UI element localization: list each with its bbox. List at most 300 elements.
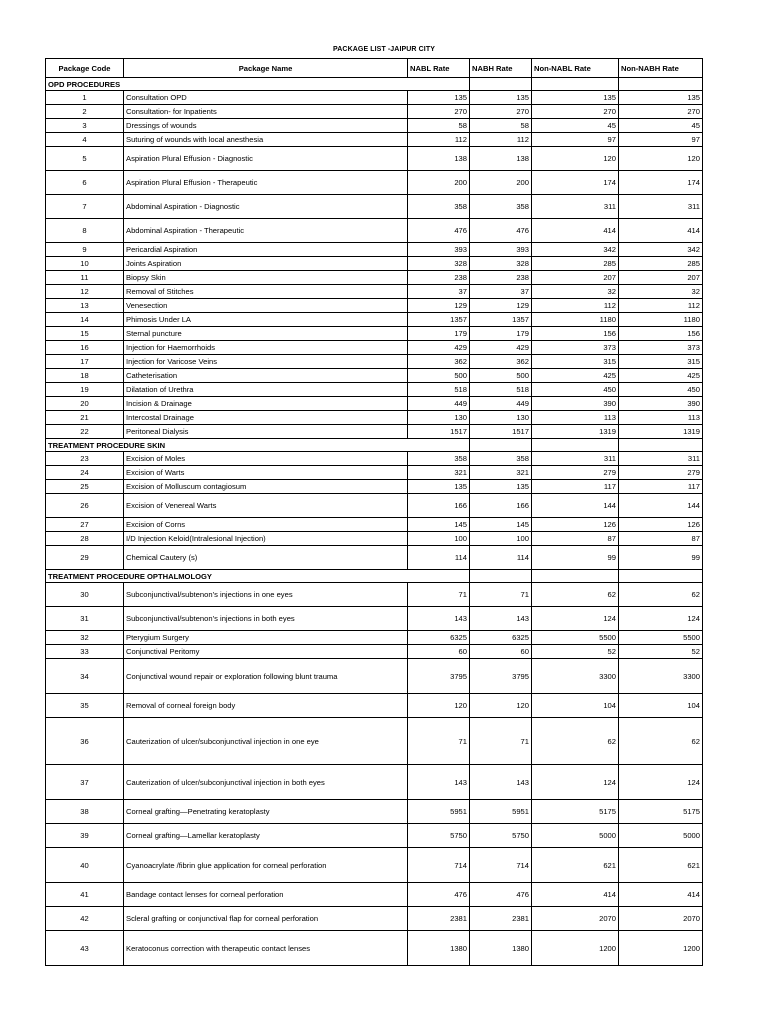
package-code-cell: 38 (46, 800, 124, 824)
nabl-rate-cell: 1517 (408, 425, 470, 439)
non-nabh-rate-cell: 126 (619, 518, 703, 532)
package-name-cell: Corneal grafting—Lamellar keratoplasty (124, 824, 408, 848)
nabl-rate-cell: 270 (408, 105, 470, 119)
nabl-rate-cell: 2381 (408, 907, 470, 931)
nabl-rate-cell: 71 (408, 583, 470, 607)
package-code-cell: 43 (46, 931, 124, 966)
nabh-rate-cell: 145 (470, 518, 532, 532)
package-name-cell: Scleral grafting or conjunctival flap for corneal perforation (124, 907, 408, 931)
nabl-rate-cell: 200 (408, 171, 470, 195)
nabl-rate-cell: 321 (408, 466, 470, 480)
table-row (46, 119, 703, 133)
package-code-cell: 18 (46, 369, 124, 383)
package-name-cell: Aspiration Plural Effusion - Therapeutic (124, 171, 408, 195)
non-nabl-rate-cell: 104 (532, 694, 619, 718)
package-name-cell: Cyanoacrylate /fibrin glue application for corneal perforation (124, 848, 408, 883)
non-nabl-rate-cell: 390 (532, 397, 619, 411)
header-package-name: Package Name (124, 59, 408, 78)
package-code-cell: 42 (46, 907, 124, 931)
table-row (46, 645, 703, 659)
nabl-rate-cell: 358 (408, 452, 470, 466)
package-name-cell: Excision of Warts (124, 466, 408, 480)
nabl-rate-cell: 5951 (408, 800, 470, 824)
nabh-rate-cell: 5951 (470, 800, 532, 824)
package-code-cell: 41 (46, 883, 124, 907)
page-title: PACKAGE LIST -JAIPUR CITY (333, 46, 435, 53)
package-name-cell: Aspiration Plural Effusion - Diagnostic (124, 147, 408, 171)
package-name-cell: Conjunctival wound repair or exploration following blunt trauma (124, 659, 408, 694)
nabh-rate-cell: 71 (470, 583, 532, 607)
nabh-rate-cell: 58 (470, 119, 532, 133)
table-row (46, 171, 703, 195)
non-nabl-rate-cell: 414 (532, 883, 619, 907)
non-nabl-rate-cell: 97 (532, 133, 619, 147)
table-row (46, 147, 703, 171)
non-nabl-rate-cell: 207 (532, 271, 619, 285)
section-empty-cell (408, 78, 470, 91)
package-name-cell: Joints Aspiration (124, 257, 408, 271)
nabh-rate-cell: 2381 (470, 907, 532, 931)
section-empty-cell (470, 570, 532, 583)
non-nabh-rate-cell: 174 (619, 171, 703, 195)
non-nabh-rate-cell: 52 (619, 645, 703, 659)
non-nabl-rate-cell: 124 (532, 607, 619, 631)
section-empty-cell (532, 78, 619, 91)
nabl-rate-cell: 112 (408, 133, 470, 147)
package-code-cell: 1 (46, 91, 124, 105)
non-nabh-rate-cell: 5175 (619, 800, 703, 824)
table-row (46, 355, 703, 369)
package-name-cell: I/D Injection Keloid(Intralesional Injection) (124, 532, 408, 546)
non-nabl-rate-cell: 315 (532, 355, 619, 369)
package-name-cell: Subconjunctival/subtenon’s injections in both eyes (124, 607, 408, 631)
package-code-cell: 31 (46, 607, 124, 631)
non-nabl-rate-cell: 117 (532, 480, 619, 494)
nabl-rate-cell: 358 (408, 195, 470, 219)
package-code-cell: 4 (46, 133, 124, 147)
package-name-cell: Bandage contact lenses for corneal perforation (124, 883, 408, 907)
package-code-cell: 23 (46, 452, 124, 466)
nabl-rate-cell: 135 (408, 480, 470, 494)
nabh-rate-cell: 476 (470, 219, 532, 243)
non-nabh-rate-cell: 135 (619, 91, 703, 105)
package-code-cell: 5 (46, 147, 124, 171)
section-empty-cell (619, 78, 703, 91)
non-nabl-rate-cell: 112 (532, 299, 619, 313)
nabh-rate-cell: 270 (470, 105, 532, 119)
package-code-cell: 21 (46, 411, 124, 425)
nabl-rate-cell: 1357 (408, 313, 470, 327)
non-nabh-rate-cell: 124 (619, 765, 703, 800)
non-nabl-rate-cell: 5500 (532, 631, 619, 645)
package-code-cell: 8 (46, 219, 124, 243)
nabh-rate-cell: 71 (470, 718, 532, 765)
non-nabh-rate-cell: 207 (619, 271, 703, 285)
non-nabl-rate-cell: 450 (532, 383, 619, 397)
package-code-cell: 17 (46, 355, 124, 369)
nabl-rate-cell: 120 (408, 694, 470, 718)
nabh-rate-cell: 1380 (470, 931, 532, 966)
non-nabl-rate-cell: 373 (532, 341, 619, 355)
package-name-cell: Chemical Cautery (s) (124, 546, 408, 570)
nabl-rate-cell: 145 (408, 518, 470, 532)
package-code-cell: 11 (46, 271, 124, 285)
non-nabh-rate-cell: 414 (619, 219, 703, 243)
section-title: OPD PROCEDURES (46, 78, 408, 91)
package-name-cell: Injection for Varicose Veins (124, 355, 408, 369)
nabh-rate-cell: 135 (470, 480, 532, 494)
table-row (46, 285, 703, 299)
non-nabh-rate-cell: 279 (619, 466, 703, 480)
nabl-rate-cell: 328 (408, 257, 470, 271)
header-nabl-rate: NABL Rate (408, 59, 470, 78)
non-nabl-rate-cell: 62 (532, 583, 619, 607)
non-nabh-rate-cell: 342 (619, 243, 703, 257)
nabh-rate-cell: 112 (470, 133, 532, 147)
table-row (46, 425, 703, 439)
package-code-cell: 15 (46, 327, 124, 341)
nabl-rate-cell: 58 (408, 119, 470, 133)
section-header-row (46, 439, 703, 452)
nabl-rate-cell: 1380 (408, 931, 470, 966)
section-empty-cell (619, 439, 703, 452)
package-name-cell: Keratoconus correction with therapeutic contact lenses (124, 931, 408, 966)
package-code-cell: 16 (46, 341, 124, 355)
non-nabh-rate-cell: 285 (619, 257, 703, 271)
package-code-cell: 36 (46, 718, 124, 765)
non-nabl-rate-cell: 87 (532, 532, 619, 546)
non-nabl-rate-cell: 5000 (532, 824, 619, 848)
nabh-rate-cell: 60 (470, 645, 532, 659)
package-code-cell: 14 (46, 313, 124, 327)
non-nabh-rate-cell: 5500 (619, 631, 703, 645)
non-nabl-rate-cell: 5175 (532, 800, 619, 824)
package-name-cell: Abdominal Aspiration - Therapeutic (124, 219, 408, 243)
table-row (46, 718, 703, 765)
section-empty-cell (532, 570, 619, 583)
non-nabh-rate-cell: 1319 (619, 425, 703, 439)
nabh-rate-cell: 120 (470, 694, 532, 718)
table-row (46, 494, 703, 518)
nabh-rate-cell: 449 (470, 397, 532, 411)
package-code-cell: 35 (46, 694, 124, 718)
nabl-rate-cell: 138 (408, 147, 470, 171)
package-code-cell: 33 (46, 645, 124, 659)
package-name-cell: Consultation- for Inpatients (124, 105, 408, 119)
table-row (46, 824, 703, 848)
table-row (46, 765, 703, 800)
nabh-rate-cell: 100 (470, 532, 532, 546)
package-code-cell: 26 (46, 494, 124, 518)
non-nabl-rate-cell: 270 (532, 105, 619, 119)
section-empty-cell (619, 570, 703, 583)
package-table (45, 58, 703, 966)
nabh-rate-cell: 1357 (470, 313, 532, 327)
nabl-rate-cell: 362 (408, 355, 470, 369)
nabl-rate-cell: 449 (408, 397, 470, 411)
package-name-cell: Subconjunctival/subtenon’s injections in one eyes (124, 583, 408, 607)
table-row (46, 257, 703, 271)
table-row (46, 243, 703, 257)
package-name-cell: Sternal puncture (124, 327, 408, 341)
non-nabh-rate-cell: 2070 (619, 907, 703, 931)
non-nabl-rate-cell: 414 (532, 219, 619, 243)
non-nabl-rate-cell: 311 (532, 195, 619, 219)
nabh-rate-cell: 358 (470, 195, 532, 219)
non-nabh-rate-cell: 156 (619, 327, 703, 341)
nabl-rate-cell: 129 (408, 299, 470, 313)
package-name-cell: Suturing of wounds with local anesthesia (124, 133, 408, 147)
non-nabh-rate-cell: 113 (619, 411, 703, 425)
nabh-rate-cell: 37 (470, 285, 532, 299)
nabl-rate-cell: 714 (408, 848, 470, 883)
non-nabl-rate-cell: 99 (532, 546, 619, 570)
section-title: TREATMENT PROCEDURE OPTHALMOLOGY (46, 570, 408, 583)
non-nabl-rate-cell: 126 (532, 518, 619, 532)
nabl-rate-cell: 130 (408, 411, 470, 425)
non-nabh-rate-cell: 104 (619, 694, 703, 718)
non-nabl-rate-cell: 32 (532, 285, 619, 299)
table-row (46, 195, 703, 219)
nabl-rate-cell: 5750 (408, 824, 470, 848)
non-nabh-rate-cell: 45 (619, 119, 703, 133)
package-name-cell: Pterygium Surgery (124, 631, 408, 645)
package-code-cell: 7 (46, 195, 124, 219)
non-nabh-rate-cell: 390 (619, 397, 703, 411)
nabh-rate-cell: 6325 (470, 631, 532, 645)
non-nabh-rate-cell: 450 (619, 383, 703, 397)
package-name-cell: Excision of Molluscum contagiosum (124, 480, 408, 494)
nabh-rate-cell: 130 (470, 411, 532, 425)
non-nabl-rate-cell: 62 (532, 718, 619, 765)
table-row (46, 532, 703, 546)
package-code-cell: 22 (46, 425, 124, 439)
package-name-cell: Injection for Haemorrhoids (124, 341, 408, 355)
non-nabl-rate-cell: 425 (532, 369, 619, 383)
package-code-cell: 39 (46, 824, 124, 848)
package-code-cell: 6 (46, 171, 124, 195)
nabl-rate-cell: 6325 (408, 631, 470, 645)
package-name-cell: Removal of Stitches (124, 285, 408, 299)
package-name-cell: Incision & Drainage (124, 397, 408, 411)
non-nabh-rate-cell: 311 (619, 452, 703, 466)
package-name-cell: Consultation OPD (124, 91, 408, 105)
non-nabh-rate-cell: 97 (619, 133, 703, 147)
package-code-cell: 19 (46, 383, 124, 397)
section-header-row (46, 570, 703, 583)
table-row (46, 411, 703, 425)
nabl-rate-cell: 135 (408, 91, 470, 105)
nabh-rate-cell: 179 (470, 327, 532, 341)
non-nabh-rate-cell: 124 (619, 607, 703, 631)
nabl-rate-cell: 143 (408, 607, 470, 631)
non-nabl-rate-cell: 279 (532, 466, 619, 480)
nabh-rate-cell: 328 (470, 257, 532, 271)
non-nabh-rate-cell: 112 (619, 299, 703, 313)
nabh-rate-cell: 429 (470, 341, 532, 355)
non-nabl-rate-cell: 1180 (532, 313, 619, 327)
non-nabh-rate-cell: 1200 (619, 931, 703, 966)
package-code-cell: 2 (46, 105, 124, 119)
package-code-cell: 12 (46, 285, 124, 299)
package-name-cell: Cauterization of ulcer/subconjunctival injection in both eyes (124, 765, 408, 800)
package-name-cell: Removal of corneal foreign body (124, 694, 408, 718)
non-nabh-rate-cell: 120 (619, 147, 703, 171)
table-row (46, 518, 703, 532)
table-row (46, 631, 703, 645)
package-name-cell: Cauterization of ulcer/subconjunctival injection in one eye (124, 718, 408, 765)
table-row (46, 105, 703, 119)
package-code-cell: 32 (46, 631, 124, 645)
non-nabh-rate-cell: 87 (619, 532, 703, 546)
nabl-rate-cell: 238 (408, 271, 470, 285)
package-code-cell: 20 (46, 397, 124, 411)
package-name-cell: Catheterisation (124, 369, 408, 383)
nabl-rate-cell: 60 (408, 645, 470, 659)
nabh-rate-cell: 476 (470, 883, 532, 907)
non-nabl-rate-cell: 1200 (532, 931, 619, 966)
nabh-rate-cell: 5750 (470, 824, 532, 848)
nabl-rate-cell: 100 (408, 532, 470, 546)
table-row (46, 907, 703, 931)
package-name-cell: Dilatation of Urethra (124, 383, 408, 397)
header-row (46, 59, 703, 78)
section-empty-cell (470, 78, 532, 91)
non-nabl-rate-cell: 113 (532, 411, 619, 425)
non-nabl-rate-cell: 342 (532, 243, 619, 257)
nabl-rate-cell: 166 (408, 494, 470, 518)
table-row (46, 341, 703, 355)
non-nabl-rate-cell: 52 (532, 645, 619, 659)
table-row (46, 219, 703, 243)
package-name-cell: Conjunctival Peritomy (124, 645, 408, 659)
non-nabh-rate-cell: 5000 (619, 824, 703, 848)
package-code-cell: 25 (46, 480, 124, 494)
non-nabl-rate-cell: 2070 (532, 907, 619, 931)
non-nabl-rate-cell: 621 (532, 848, 619, 883)
package-code-cell: 9 (46, 243, 124, 257)
package-name-cell: Excision of Moles (124, 452, 408, 466)
section-header-row (46, 78, 703, 91)
nabh-rate-cell: 321 (470, 466, 532, 480)
table-row (46, 659, 703, 694)
non-nabl-rate-cell: 120 (532, 147, 619, 171)
nabh-rate-cell: 3795 (470, 659, 532, 694)
section-empty-cell (470, 439, 532, 452)
package-code-cell: 24 (46, 466, 124, 480)
nabh-rate-cell: 1517 (470, 425, 532, 439)
table-row (46, 583, 703, 607)
package-code-cell: 28 (46, 532, 124, 546)
section-empty-cell (408, 439, 470, 452)
header-package-code: Package Code (46, 59, 124, 78)
table-row (46, 546, 703, 570)
non-nabl-rate-cell: 124 (532, 765, 619, 800)
non-nabh-rate-cell: 1180 (619, 313, 703, 327)
nabl-rate-cell: 476 (408, 219, 470, 243)
nabh-rate-cell: 138 (470, 147, 532, 171)
table-row (46, 327, 703, 341)
nabl-rate-cell: 71 (408, 718, 470, 765)
nabl-rate-cell: 143 (408, 765, 470, 800)
non-nabh-rate-cell: 99 (619, 546, 703, 570)
package-code-cell: 34 (46, 659, 124, 694)
non-nabl-rate-cell: 174 (532, 171, 619, 195)
header-non-nabl-rate: Non-NABL Rate (532, 59, 619, 78)
non-nabh-rate-cell: 414 (619, 883, 703, 907)
table-row (46, 883, 703, 907)
non-nabh-rate-cell: 144 (619, 494, 703, 518)
nabl-rate-cell: 518 (408, 383, 470, 397)
nabh-rate-cell: 358 (470, 452, 532, 466)
nabh-rate-cell: 143 (470, 765, 532, 800)
nabl-rate-cell: 37 (408, 285, 470, 299)
package-name-cell: Biopsy Skin (124, 271, 408, 285)
header-nabh-rate: NABH Rate (470, 59, 532, 78)
package-code-cell: 37 (46, 765, 124, 800)
nabh-rate-cell: 393 (470, 243, 532, 257)
table-row (46, 466, 703, 480)
nabl-rate-cell: 393 (408, 243, 470, 257)
package-code-cell: 29 (46, 546, 124, 570)
package-name-cell: Corneal grafting—Penetrating keratoplasty (124, 800, 408, 824)
table-row (46, 848, 703, 883)
non-nabh-rate-cell: 270 (619, 105, 703, 119)
nabl-rate-cell: 476 (408, 883, 470, 907)
non-nabh-rate-cell: 62 (619, 718, 703, 765)
package-table-body (46, 78, 703, 966)
table-row (46, 931, 703, 966)
non-nabh-rate-cell: 621 (619, 848, 703, 883)
package-name-cell: Pericardial Aspiration (124, 243, 408, 257)
package-code-cell: 30 (46, 583, 124, 607)
nabh-rate-cell: 166 (470, 494, 532, 518)
nabh-rate-cell: 714 (470, 848, 532, 883)
package-code-cell: 27 (46, 518, 124, 532)
nabh-rate-cell: 362 (470, 355, 532, 369)
non-nabl-rate-cell: 1319 (532, 425, 619, 439)
nabh-rate-cell: 129 (470, 299, 532, 313)
nabh-rate-cell: 518 (470, 383, 532, 397)
nabh-rate-cell: 238 (470, 271, 532, 285)
non-nabh-rate-cell: 62 (619, 583, 703, 607)
table-row (46, 369, 703, 383)
package-name-cell: Venesection (124, 299, 408, 313)
package-name-cell: Peritoneal Dialysis (124, 425, 408, 439)
non-nabh-rate-cell: 373 (619, 341, 703, 355)
table-row (46, 452, 703, 466)
package-name-cell: Excision of Venereal Warts (124, 494, 408, 518)
package-name-cell: Excision of Corns (124, 518, 408, 532)
header-non-nabh-rate: Non-NABH Rate (619, 59, 703, 78)
table-row (46, 397, 703, 411)
nabh-rate-cell: 200 (470, 171, 532, 195)
table-row (46, 271, 703, 285)
non-nabl-rate-cell: 285 (532, 257, 619, 271)
section-title: TREATMENT PROCEDURE SKIN (46, 439, 408, 452)
non-nabh-rate-cell: 311 (619, 195, 703, 219)
nabh-rate-cell: 143 (470, 607, 532, 631)
package-name-cell: Dressings of wounds (124, 119, 408, 133)
package-code-cell: 10 (46, 257, 124, 271)
table-row (46, 133, 703, 147)
non-nabh-rate-cell: 315 (619, 355, 703, 369)
table-row (46, 607, 703, 631)
nabl-rate-cell: 429 (408, 341, 470, 355)
non-nabl-rate-cell: 3300 (532, 659, 619, 694)
package-name-cell: Intercostal Drainage (124, 411, 408, 425)
table-row (46, 480, 703, 494)
